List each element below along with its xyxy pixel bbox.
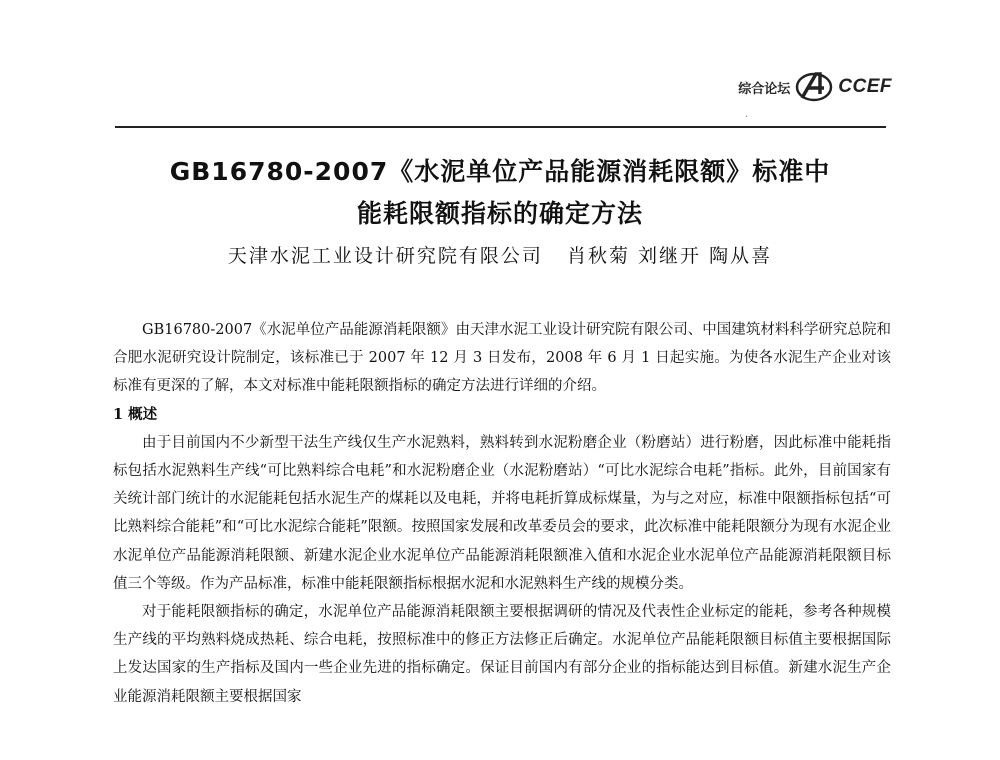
logo-english-text: CCEF: [838, 76, 892, 97]
logo-chinese-text: 综合论坛: [738, 81, 791, 97]
article-title-line2: 能耗限额指标的确定方法: [356, 199, 643, 228]
section-heading: 1 概述: [113, 405, 158, 423]
logo-emblem-icon: [794, 70, 834, 104]
article-title-line1: GB16780-2007《水泥单位产品能源消耗限额》标准中: [169, 157, 831, 186]
section-paragraph-2: 对于能耗限额指标的确定，水泥单位产品能源消耗限额主要根据调研的情况及代表性企业标定的能耗，参考各种规模生产线的平均熟料烧成热耗、综合电耗，按照标准中的修正方法修正后确定。水泥单位产品能耗限额目标值主要根据国际上发达国家的生产指标及国内一些企业先进的指标确定。保证目前国内有部分企业的指标能达到目标值。新建水泥生产企业能源消耗限额主要根据国家: [113, 604, 891, 705]
authors-line: 天津水泥工业设计研究院有限公司 肖秋菊 刘继开 陶从喜: [227, 245, 773, 267]
header-rule: [115, 126, 886, 128]
journal-logo: [738, 70, 892, 104]
intro-paragraph: GB16780-2007《水泥单位产品能源消耗限额》由天津水泥工业设计研究院有限公司、中国建筑材料科学研究总院和合肥水泥研究设计院制定，该标准已于 2007 年 12 月 3 日发布，2008 年 6 月 1 日起实施。为使各水泥生产企业对该标准有更深的了解，本文对标准中能耗限额指标的确定方法进行详细的介绍。: [113, 322, 891, 395]
scan-mark: ·: [745, 112, 749, 123]
section-paragraph-1: 由于目前国内不少新型干法生产线仅生产水泥熟料，熟料转到水泥粉磨企业（粉磨站）进行粉磨，因此标准中能耗指标包括水泥熟料生产线“可比熟料综合电耗”和水泥粉磨企业（水泥粉磨站）“可比水泥综合电耗”指标。此外，目前国家有关统计部门统计的水泥能耗包括水泥生产的煤耗以及电耗，并将电耗折算成标煤量，为与之对应，标准中限额指标包括“可比熟料综合能耗”和“可比水泥综合能耗”限额。按照国家发展和改革委员会的要求，此次标准中能耗限额分为现有水泥企业水泥单位产品能源消耗限额、新建水泥企业水泥单位产品能源消耗限额准入值和水泥企业水泥单位产品能源消耗限额目标值三个等级。作为产品标准，标准中能耗限额指标根据水泥和水泥熟料生产线的规模分类。: [113, 434, 891, 592]
article-body: [113, 316, 891, 711]
